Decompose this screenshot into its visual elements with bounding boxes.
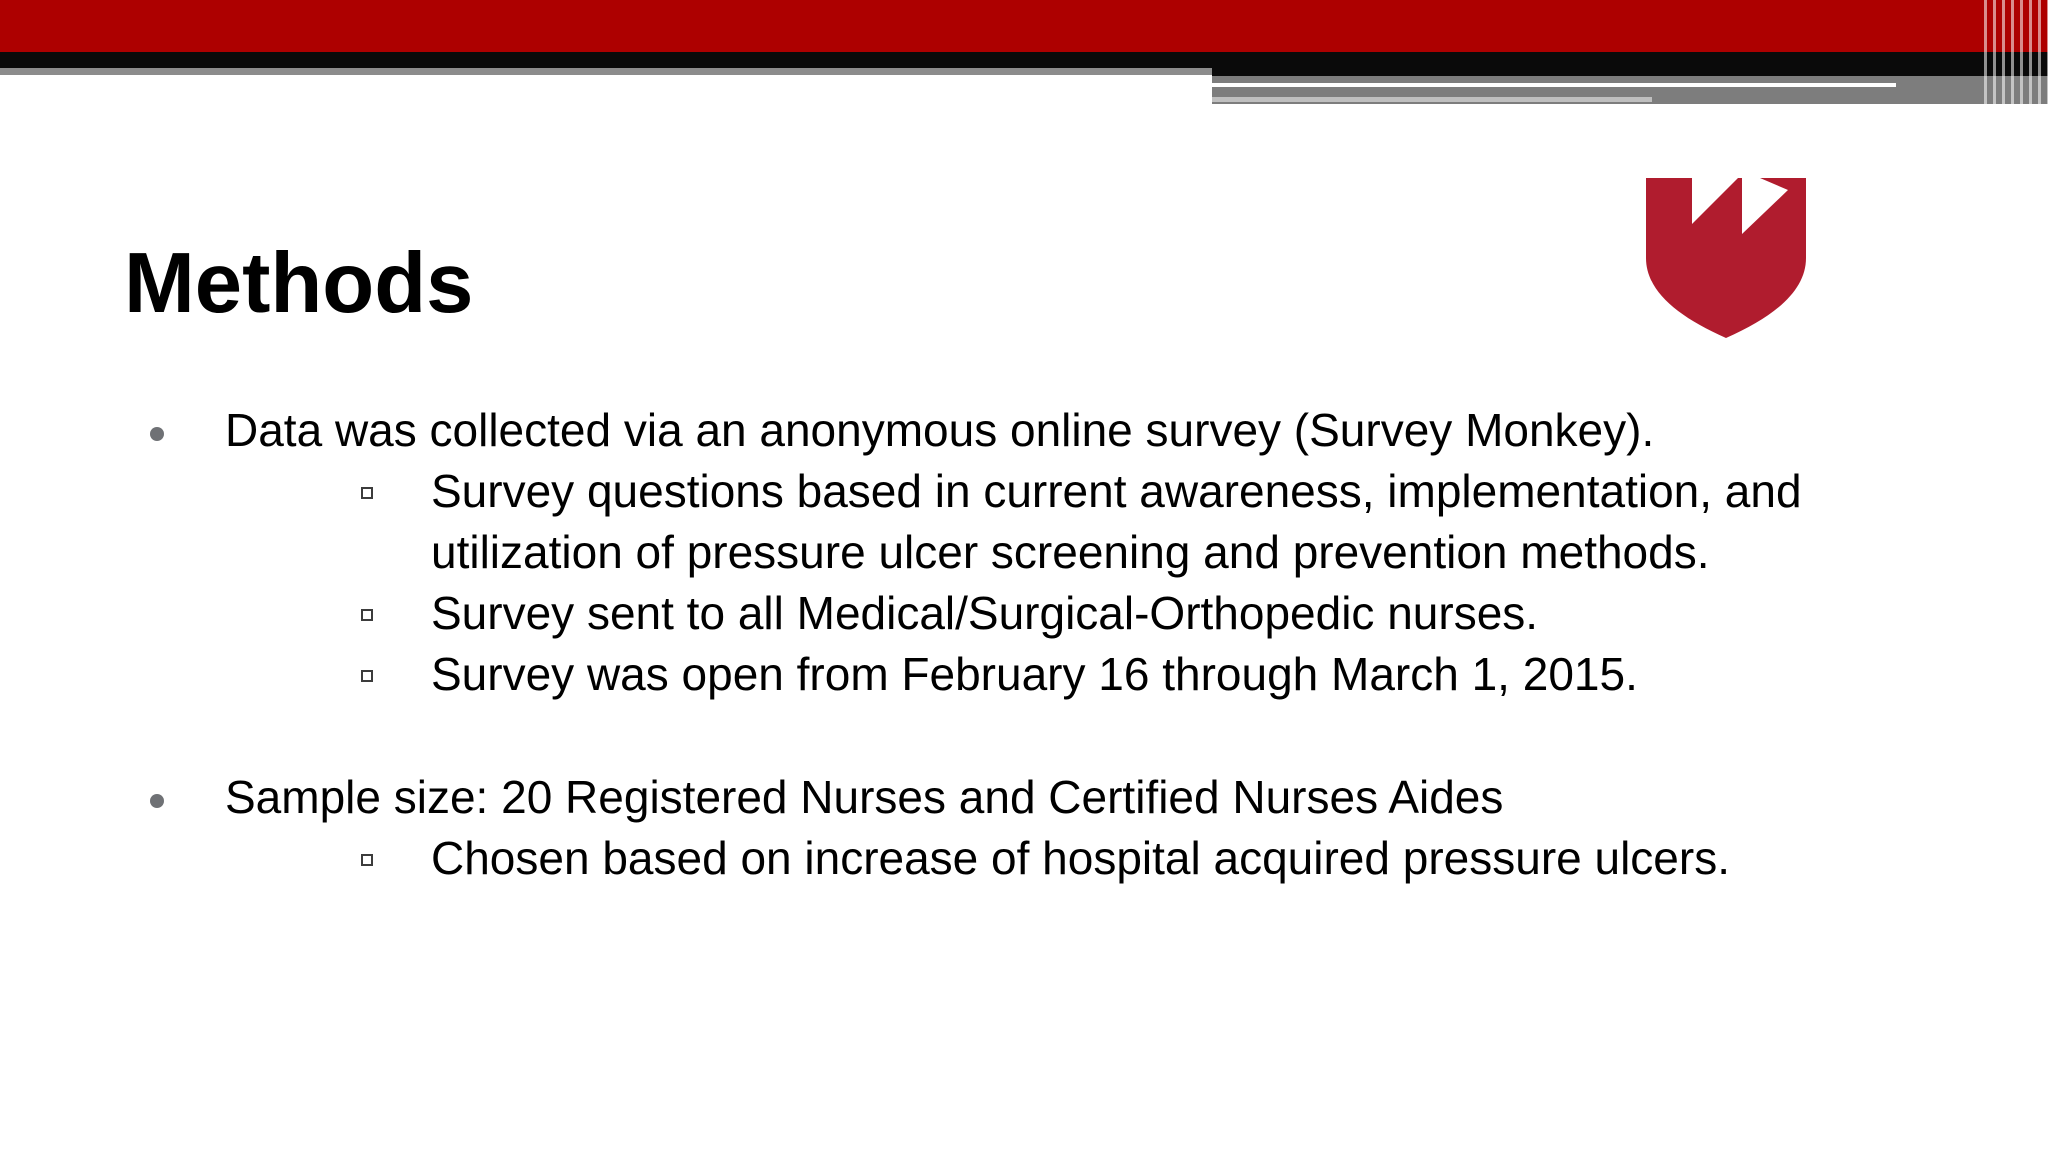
logo-shield-shape (1646, 178, 1806, 338)
slide-title: Methods (124, 236, 474, 331)
bullet-item (0, 767, 2048, 889)
sub-bullet-text: Survey was open from February 16 through March 1, 2015. (431, 648, 1638, 700)
square-bullet-icon (361, 487, 373, 499)
bullet-dot-icon (150, 427, 164, 441)
square-bullet-icon (361, 670, 373, 682)
header-light-line (1212, 97, 1652, 102)
square-bullet-icon (361, 609, 373, 621)
sub-bullet-text: Chosen based on increase of hospital acquired pressure ulcers. (431, 832, 1730, 884)
header-red-band (0, 0, 2048, 52)
unmc-shield-n-icon (1646, 178, 1806, 338)
header-grey-line-left (0, 68, 1212, 75)
sub-bullet-item (431, 583, 1881, 644)
sub-bullet-list (225, 461, 2048, 705)
sub-bullet-item (431, 828, 1881, 889)
bullet-list (0, 400, 2048, 889)
bullet-item (0, 400, 2048, 705)
sub-bullet-list (225, 828, 2048, 889)
bullet-text: Sample size: 20 Registered Nurses and Certified Nurses Aides (225, 771, 1504, 823)
bullet-text: Data was collected via an anonymous online survey (Survey Monkey). (225, 404, 1655, 456)
header-black-band-right (1212, 68, 2048, 76)
sub-bullet-text: Survey questions based in current awareness, implementation, and utilization of pressure ulcer screening and prevention methods. (431, 465, 1802, 578)
header-white-line (1212, 83, 1896, 87)
sub-bullet-text: Survey sent to all Medical/Surgical-Orthopedic nurses. (431, 587, 1539, 639)
header-stripes (1984, 0, 2048, 104)
sub-bullet-item (431, 461, 1881, 583)
bullet-dot-icon (150, 794, 164, 808)
square-bullet-icon (361, 854, 373, 866)
header-black-band (0, 52, 2048, 68)
sub-bullet-item (431, 644, 1881, 705)
